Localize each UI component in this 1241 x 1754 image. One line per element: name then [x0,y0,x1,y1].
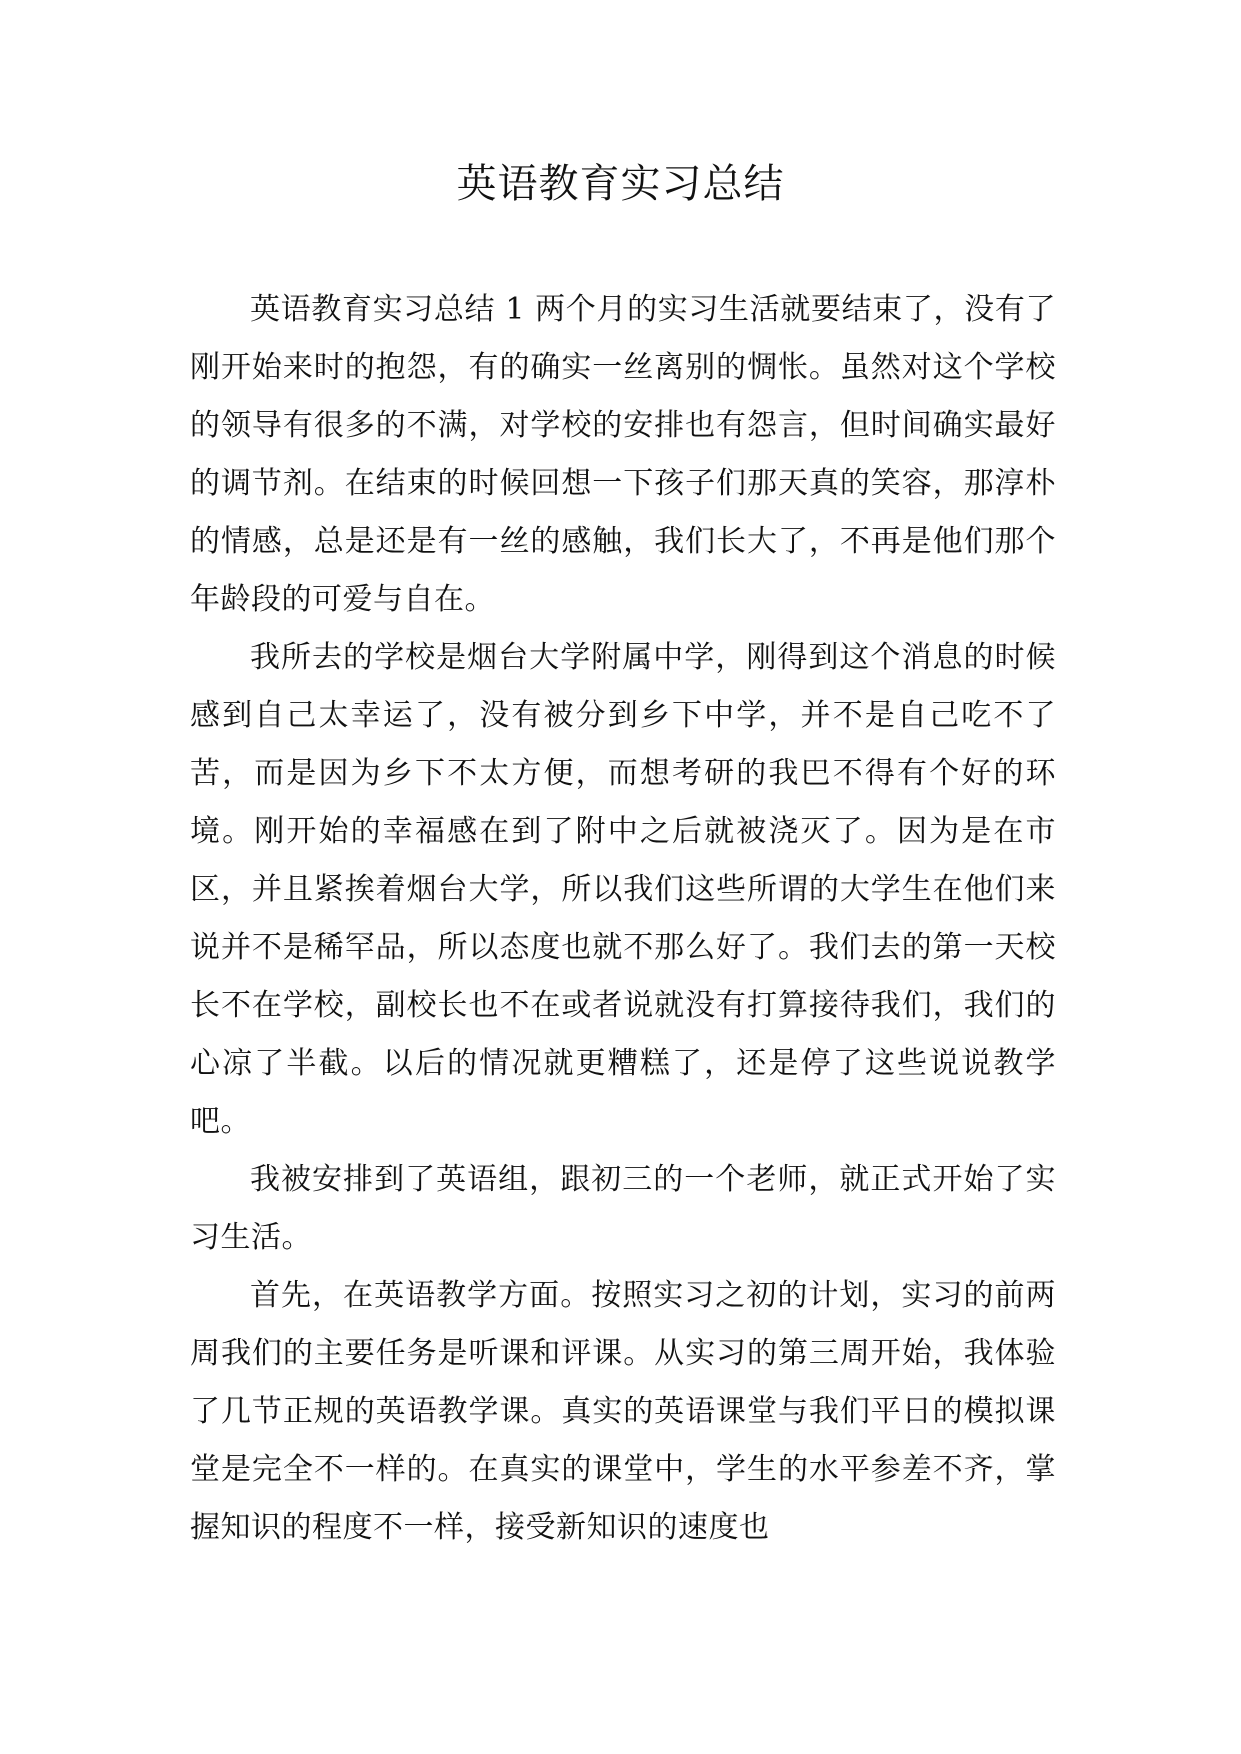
paragraph-1: 英语教育实习总结 1 两个月的实习生活就要结束了，没有了刚开始来时的抱怨，有的确实一丝离别的惆怅。虽然对这个学校的领导有很多的不满，对学校的安排也有怨言，但时间确实最好的调节剂。在结束的时候回想一下孩子们那天真的笑容，那淳朴的情感，总是还是有一丝的感触，我们长大了，不再是他们那个年龄段的可爱与自在。 [190,292,1056,617]
paragraph-2: 我所去的学校是烟台大学附属中学，刚得到这个消息的时候感到自己太幸运了，没有被分到乡下中学，并不是自己吃不了苦，而是因为乡下不太方便，而想考研的我巴不得有个好的环境。刚开始的幸福感在到了附中之后就被浇灭了。因为是在市区，并且紧挨着烟台大学，所以我们这些所谓的大学生在他们来说并不是稀罕品，所以态度也就不那么好了。我们去的第一天校长不在学校，副校长也不在或者说就没有打算接待我们，我们的心凉了半截。以后的情况就更糟糕了，还是停了这些说说教学吧。 [190,640,1056,1139]
document-body [190,281,1056,1557]
document-title: 英语教育实习总结 [456,161,785,207]
paragraph-3: 我被安排到了英语组，跟初三的一个老师，就正式开始了实习生活。 [190,1162,1056,1255]
paragraph-4: 首先，在英语教学方面。按照实习之初的计划，实习的前两周我们的主要任务是听课和评课。从实习的第三周开始，我体验了几节正规的英语教学课。真实的英语课堂与我们平日的模拟课堂是完全不一样的。在真实的课堂中，学生的水平参差不齐，掌握知识的程度不一样，接受新知识的速度也 [190,1278,1056,1545]
